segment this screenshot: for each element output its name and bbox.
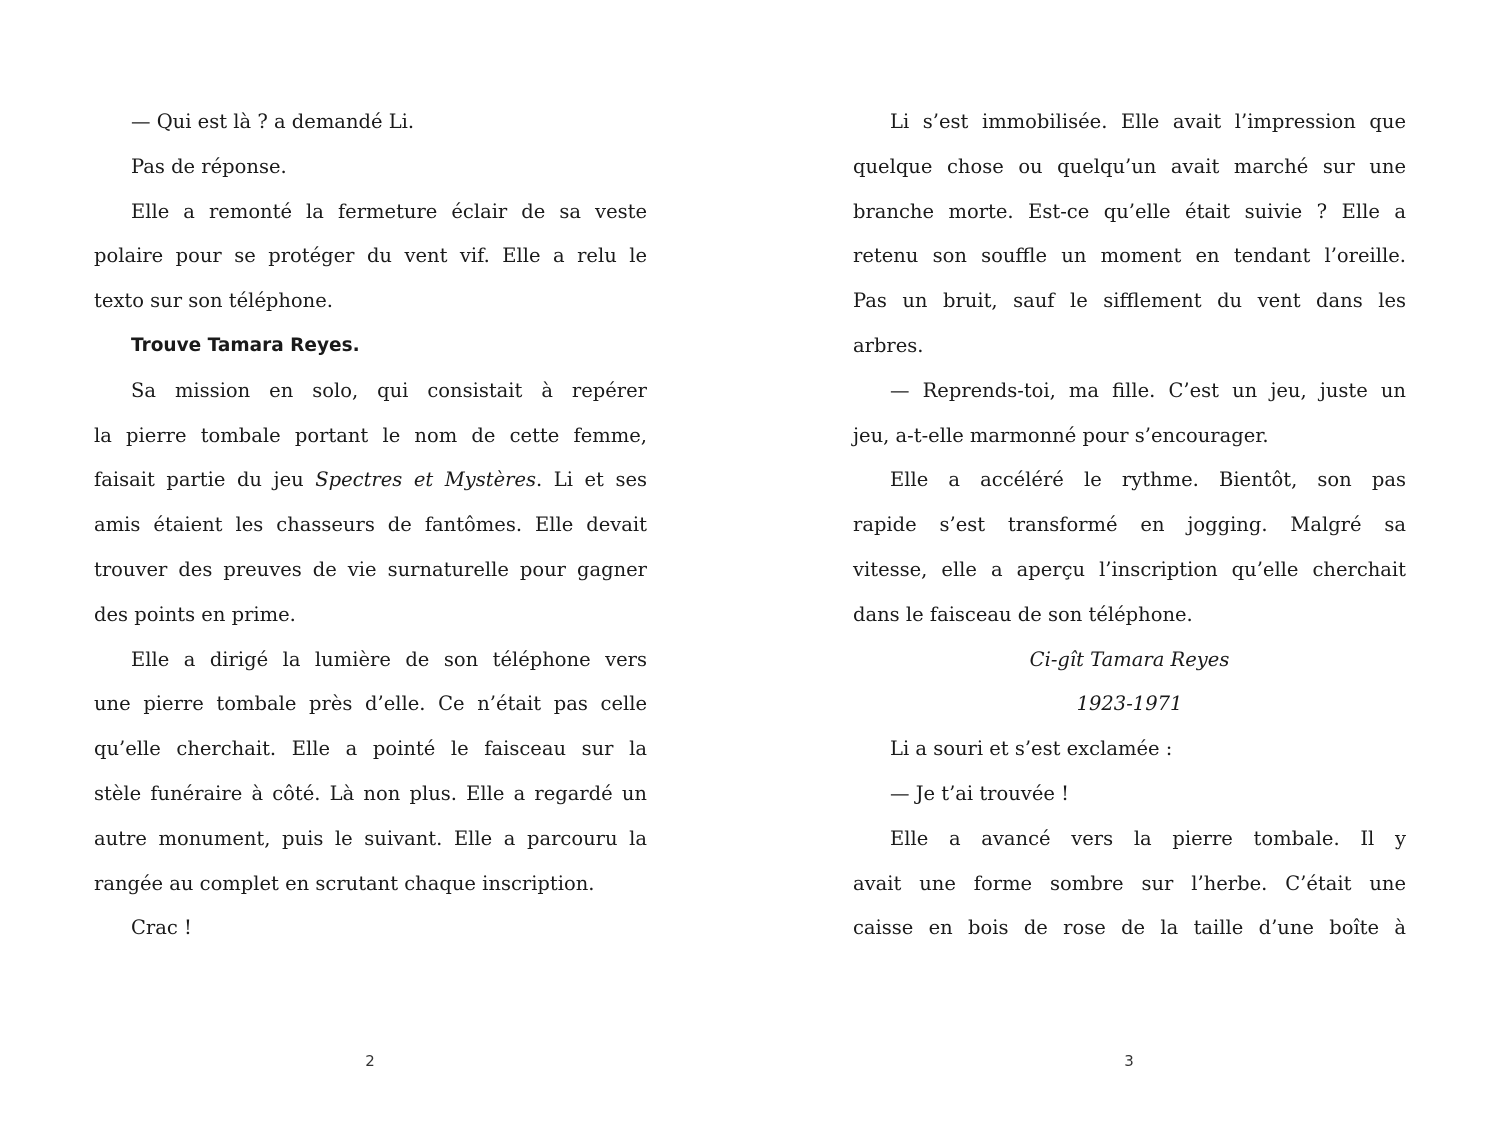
text-line: la pierre tombale portant le nom de cette femme,	[94, 423, 647, 447]
text-line: Elle a avancé vers la pierre tombale. Il y	[890, 826, 1406, 850]
text-line	[94, 458, 647, 503]
text-line: rapide s’est transformé en jogging. Malgré sa	[853, 513, 1406, 537]
text-line: texto sur son téléphone.	[94, 289, 333, 313]
game-title: Spectres et Mystères	[315, 468, 537, 492]
left-page	[94, 100, 647, 951]
page-number-right: 3	[1124, 1052, 1134, 1070]
text-line: retenu son souffle un moment en tendant l’oreille.	[853, 244, 1406, 268]
text-line: Elle a remonté la fermeture éclair de sa veste	[131, 199, 647, 223]
text-segment: . Li et ses	[536, 468, 648, 492]
text-line: trouver des preuves de vie surnaturelle pour gagner	[94, 557, 647, 581]
text-segment: faisait partie du jeu	[94, 468, 316, 492]
text-line: stèle funéraire à côté. Là non plus. Elle a regardé un	[94, 781, 647, 805]
text-line: Li s’est immobilisée. Elle avait l’impression que	[890, 110, 1406, 133]
text-line: — Je t’ai trouvée !	[890, 781, 1069, 805]
page-number-left: 2	[365, 1052, 375, 1070]
text-line: Pas un bruit, sauf le sifflement du vent dans les	[853, 289, 1406, 313]
text-line: Li a souri et s’est exclamée :	[890, 737, 1173, 761]
text-line: — Qui est là ? a demandé Li.	[131, 110, 415, 133]
text-line: jeu, a-t-elle marmonné pour s’encourager.	[853, 423, 1269, 447]
text-line: dans le faisceau de son téléphone.	[853, 602, 1193, 626]
text-line: polaire pour se protéger du vent vif. Elle a relu le	[94, 244, 647, 268]
text-line: autre monument, puis le suivant. Elle a parcouru la	[94, 826, 647, 850]
epitaph-dates: 1923-1971	[1076, 692, 1183, 716]
text-line: Elle a dirigé la lumière de son téléphone vers	[131, 647, 647, 671]
text-line: branche morte. Est-ce qu’elle était suivie ? Elle a	[853, 199, 1406, 223]
text-line: Sa mission en solo, qui consistait à repérer	[131, 378, 647, 402]
text-line: Pas de réponse.	[131, 154, 287, 178]
text-line: rangée au complet en scrutant chaque inscription.	[94, 871, 595, 895]
text-line: Elle a accéléré le rythme. Bientôt, son pas	[890, 468, 1406, 492]
text-line: vitesse, elle a aperçu l’inscription qu’elle cherchait	[853, 557, 1406, 581]
text-line: Crac !	[131, 916, 192, 940]
text-line: amis étaient les chasseurs de fantômes. Elle devait	[94, 513, 647, 537]
text-line: qu’elle cherchait. Elle a pointé le faisceau sur la	[94, 737, 647, 761]
text-line: quelque chose ou quelqu’un avait marché sur une	[853, 154, 1406, 178]
text-line: des points en prime.	[94, 602, 296, 626]
text-line: — Reprends-toi, ma fille. C’est un jeu, juste un	[890, 378, 1406, 402]
epitaph-name: Ci-gît Tamara Reyes	[1029, 647, 1230, 671]
text-line: caisse en bois de rose de la taille d’une boîte à	[853, 916, 1406, 940]
right-page	[853, 100, 1406, 951]
text-line: avait une forme sombre sur l’herbe. C’était une	[853, 871, 1406, 895]
text-line: arbres.	[853, 333, 924, 357]
text-message-quote: Trouve Tamara Reyes.	[131, 334, 360, 356]
text-line: une pierre tombale près d’elle. Ce n’était pas celle	[94, 692, 647, 716]
